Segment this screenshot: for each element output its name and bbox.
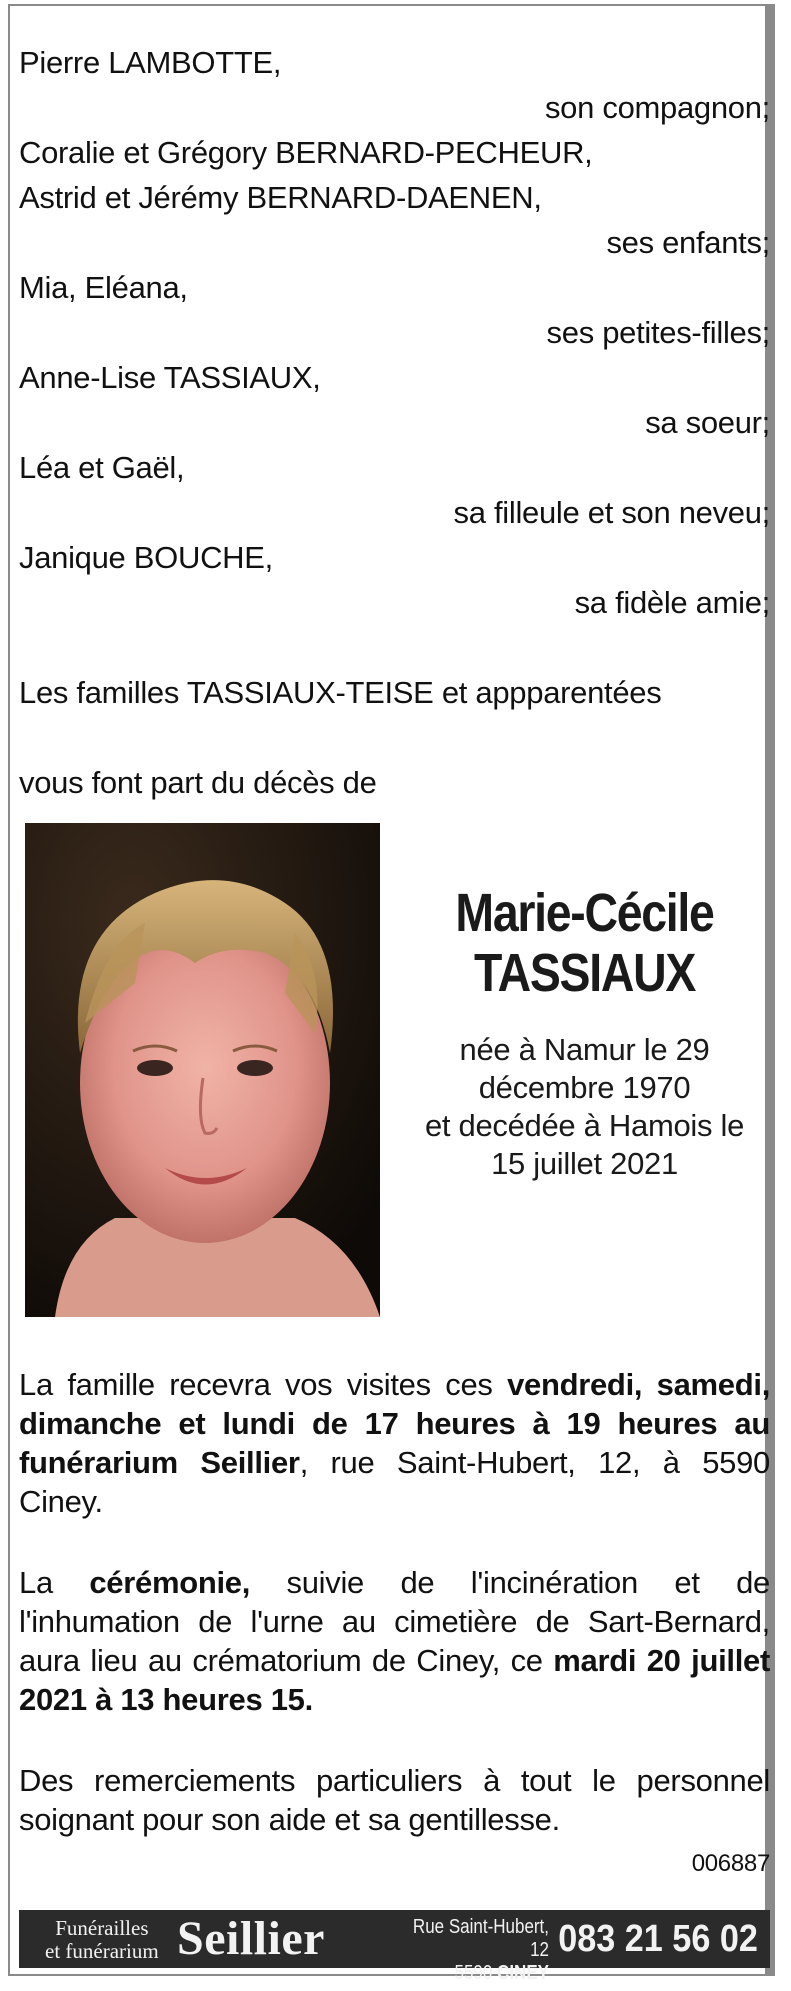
family-line: Astrid et Jérémy BERNARD-DAENEN,	[19, 180, 542, 215]
obituary-body	[19, 40, 770, 1879]
dates-line: 15 juillet 2021	[491, 1146, 678, 1181]
announcement-line: vous font part du décès de	[19, 765, 377, 800]
deceased-last-name: TASSIAUX	[473, 943, 696, 1003]
birth-death-dates	[399, 1031, 770, 1183]
funeral-home-phone: 083 21 56 02	[558, 1918, 758, 1960]
ceremony-text: suivie de l'incinération et de l'inhumation de l'urne au cimetière de Sart-Bernard, aura lieu au crématorium de Ciney, ce	[19, 1565, 771, 1678]
dates-line: et decédée à Hamois le	[424, 1108, 745, 1143]
portrait-photo	[25, 823, 380, 1317]
address-street: Rue Saint-Hubert, 12	[412, 1916, 549, 1961]
ceremony-text: La	[19, 1565, 90, 1600]
dates-line: née à Namur le 29	[459, 1032, 710, 1067]
families-line: Les familles TASSIAUX-TEISE et appparentées	[19, 675, 662, 710]
address-city: CINEY	[497, 1962, 549, 1984]
tagline-line: et funérarium	[45, 1939, 159, 1963]
visits-bold: vendredi, samedi, dimanche et lundi de 17 heures à 19 heures au funérarium Seillier	[19, 1367, 771, 1480]
family-line: Anne-Lise TASSIAUX,	[19, 360, 321, 395]
family-list	[19, 40, 770, 625]
visits-paragraph	[19, 1365, 770, 1521]
funeral-home-address	[396, 1916, 549, 1985]
ceremony-bold: cérémonie,	[89, 1565, 251, 1600]
family-relation: ses enfants;	[606, 225, 770, 260]
address-city-line	[396, 1962, 549, 1985]
address-postcode: 5590	[454, 1962, 493, 1984]
family-relation: sa filleule et son neveu;	[453, 495, 770, 530]
visits-text: La famille recevra vos visites ces	[19, 1367, 508, 1402]
family-relation: sa soeur;	[645, 405, 770, 440]
ceremony-paragraph	[19, 1563, 770, 1719]
funeral-home-banner	[19, 1910, 770, 1984]
family-line: Janique BOUCHE,	[19, 540, 273, 575]
family-line: Léa et Gaël,	[19, 450, 185, 485]
family-line: Pierre LAMBOTTE,	[19, 45, 282, 80]
reference-number: 006887	[691, 1850, 770, 1877]
family-line: Mia, Eléana,	[19, 270, 188, 305]
deceased-section	[19, 813, 770, 1323]
visits-text: , rue Saint-Hubert, 12, à 5590 Ciney.	[19, 1445, 770, 1519]
family-relation: sa fidèle amie;	[574, 585, 770, 620]
tagline-line: Funérailles	[55, 1916, 149, 1940]
funeral-home-tagline	[45, 1917, 159, 1963]
deceased-name-block	[399, 883, 770, 1183]
thanks-paragraph: Des remerciements particuliers à tout le personnel soignant pour son aide et sa gentillesse.	[19, 1763, 770, 1837]
dates-line: décembre 1970	[478, 1070, 691, 1105]
family-relation: ses petites-filles;	[546, 315, 770, 350]
family-relation: son compagnon;	[544, 90, 770, 125]
funeral-home-brand: Seillier	[177, 1912, 325, 1965]
deceased-first-name: Marie-Cécile	[455, 883, 714, 943]
ceremony-date: mardi 20 juillet 2021 à 13 heures 15.	[19, 1643, 771, 1717]
family-line: Coralie et Grégory BERNARD-PECHEUR,	[19, 135, 593, 170]
